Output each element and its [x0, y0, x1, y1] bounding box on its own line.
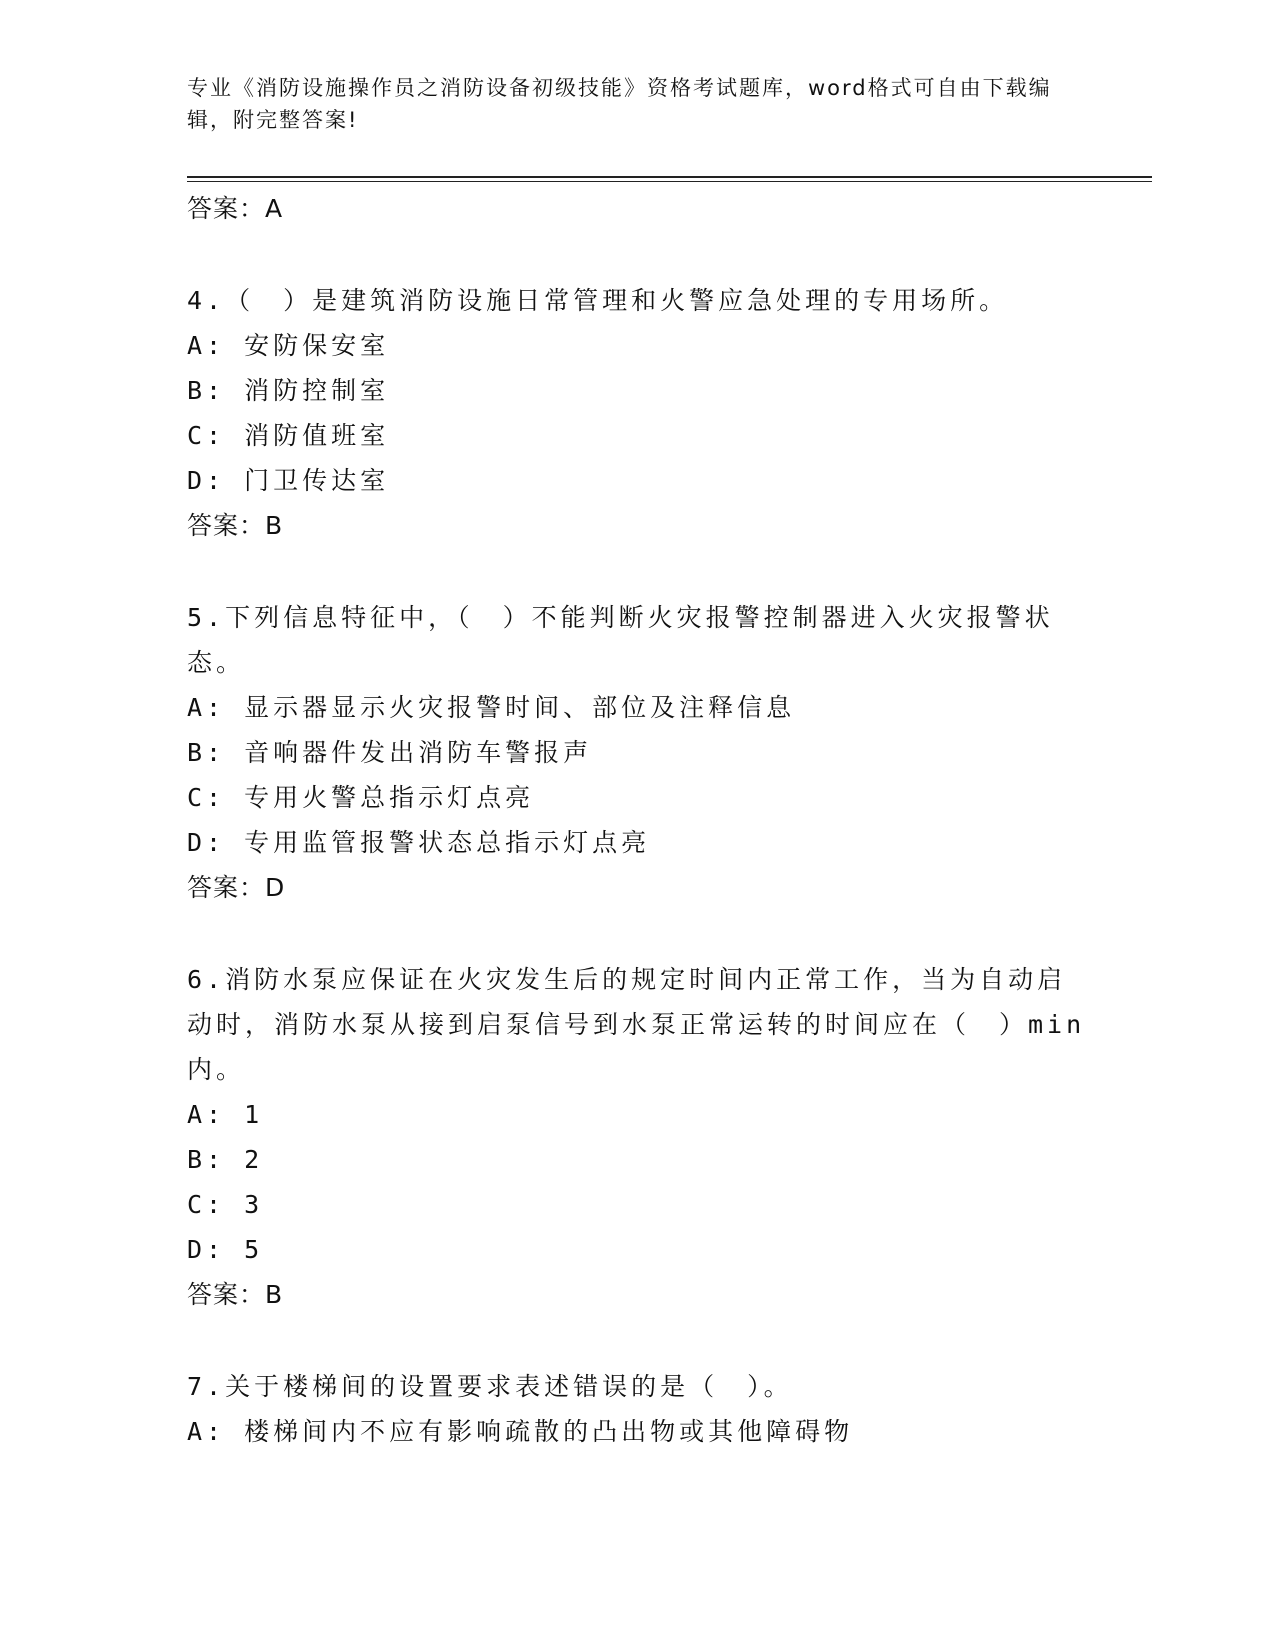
option-d: D: 门卫传达室 — [187, 466, 390, 495]
option-c: C: 3 — [187, 1190, 264, 1219]
option-c: C: 专用火警总指示灯点亮 — [187, 783, 535, 812]
option-a: A: 1 — [187, 1100, 264, 1129]
answer-line: 答案：B — [187, 1280, 284, 1309]
question-stem: 7.关于楼梯间的设置要求表述错误的是（ ）。 — [187, 1372, 793, 1401]
question-stem: 5.下列信息特征中，（ ）不能判断火灾报警控制器进入火灾报警状态。 — [187, 603, 1054, 677]
option-d: D: 专用监管报警状态总指示灯点亮 — [187, 828, 651, 857]
option-a: A: 楼梯间内不应有影响疏散的凸出物或其他障碍物 — [187, 1417, 854, 1446]
option-d: D: 5 — [187, 1235, 264, 1264]
question-4 — [187, 278, 1087, 548]
question-6 — [187, 957, 1087, 1317]
question-stem: 6.消防水泵应保证在火灾发生后的规定时间内正常工作，当为自动启动时，消防水泵从接到启泵信号到水泵正常运转的时间应在（ ）min内。 — [187, 965, 1086, 1084]
header-rule-thin — [187, 181, 1152, 182]
document-header: 专业《消防设施操作员之消防设备初级技能》资格考试题库，word格式可自由下载编辑，附完整答案! — [187, 76, 1052, 132]
answer-line: 答案：B — [187, 511, 284, 540]
option-b: B: 2 — [187, 1145, 264, 1174]
header-rule-thick — [187, 176, 1152, 178]
question-5 — [187, 595, 1087, 910]
option-c: C: 消防值班室 — [187, 421, 390, 450]
question-7 — [187, 1364, 1087, 1454]
question-stem: 4.（ ）是建筑消防设施日常管理和火警应急处理的专用场所。 — [187, 286, 1009, 315]
option-b: B: 消防控制室 — [187, 376, 390, 405]
answer-line: 答案：D — [187, 873, 286, 902]
option-a: A: 安防保安室 — [187, 331, 390, 360]
option-a: A: 显示器显示火灾报警时间、部位及注释信息 — [187, 693, 796, 722]
answer-line: 答案：A — [187, 194, 284, 223]
option-b: B: 音响器件发出消防车警报声 — [187, 738, 593, 767]
question-list — [187, 186, 1087, 1454]
